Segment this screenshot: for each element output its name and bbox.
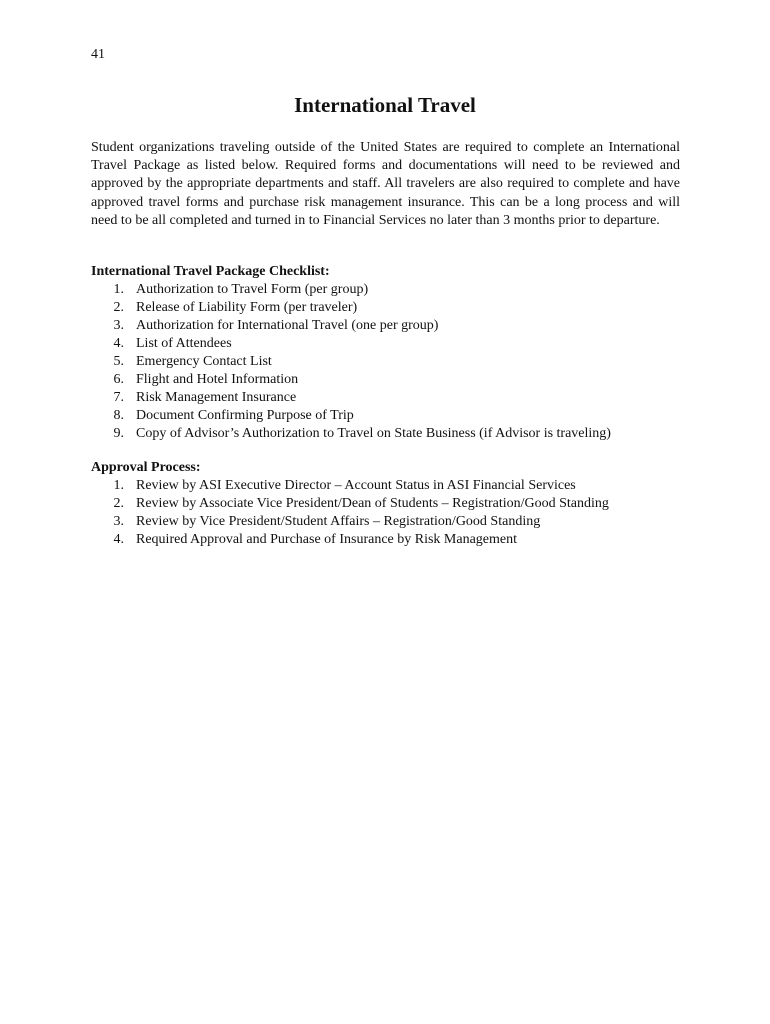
approval-item: [91, 531, 691, 549]
list-item-number: 1.: [113, 478, 124, 493]
list-item-number: 7.: [113, 390, 124, 405]
list-item-text: Authorization to Travel Form (per group): [136, 282, 369, 297]
list-item-number: 4.: [113, 336, 124, 351]
list-item-text: Document Confirming Purpose of Trip: [136, 408, 354, 423]
checklist-list: [91, 281, 691, 443]
page-title: International Travel: [294, 93, 476, 117]
list-item-text: Authorization for International Travel (one per group): [136, 318, 439, 333]
list-item-number: 6.: [113, 372, 124, 387]
checklist-section: [91, 263, 691, 443]
approval-item: [91, 477, 691, 495]
checklist-item: [91, 335, 691, 353]
approval-item: [91, 495, 691, 513]
list-item-text: Copy of Advisor’s Authorization to Travel on State Business (if Advisor is traveling): [136, 426, 611, 441]
intro-paragraph: Student organizations traveling outside of the United States are required to complete an International Travel Package as listed below. Required forms and documentations will need to be reviewed and approved by the appropriate departments and staff. All travelers are also required to complete and have approved travel forms and purchase risk management insurance. This can be a long process and will need to be all completed and turned in to Financial Services no later than 3 months prior to departure.: [91, 140, 680, 228]
checklist-item: [91, 317, 691, 335]
approval-section: [91, 459, 691, 549]
list-item-text: Release of Liability Form (per traveler): [136, 300, 358, 315]
list-item-text: Risk Management Insurance: [136, 390, 297, 405]
page-number: 41: [91, 47, 105, 62]
list-item-text: Emergency Contact List: [136, 354, 272, 369]
list-item-number: 3.: [113, 514, 124, 529]
checklist-item: [91, 389, 691, 407]
list-item-number: 8.: [113, 408, 124, 423]
list-item-number: 2.: [113, 300, 124, 315]
checklist-item: [91, 371, 691, 389]
list-item-number: 3.: [113, 318, 124, 333]
list-item-text: Review by ASI Executive Director – Account Status in ASI Financial Services: [136, 478, 576, 493]
list-item-text: Flight and Hotel Information: [136, 372, 299, 387]
approval-heading: Approval Process:: [91, 460, 201, 475]
list-item-number: 1.: [113, 282, 124, 297]
list-item-number: 5.: [113, 354, 124, 369]
checklist-item: [91, 425, 691, 443]
list-item-number: 9.: [113, 426, 124, 441]
list-item-text: List of Attendees: [136, 336, 232, 351]
list-item-text: Review by Vice President/Student Affairs – Registration/Good Standing: [136, 514, 541, 529]
list-item-number: 4.: [113, 532, 124, 547]
checklist-item: [91, 353, 691, 371]
list-item-text: Review by Associate Vice President/Dean of Students – Registration/Good Standing: [136, 496, 609, 511]
list-item-text: Required Approval and Purchase of Insurance by Risk Management: [136, 532, 518, 547]
list-item-number: 2.: [113, 496, 124, 511]
approval-item: [91, 513, 691, 531]
checklist-heading: International Travel Package Checklist:: [91, 264, 330, 279]
approval-list: [91, 477, 691, 549]
checklist-item: [91, 407, 691, 425]
checklist-item: [91, 281, 691, 299]
checklist-item: [91, 299, 691, 317]
